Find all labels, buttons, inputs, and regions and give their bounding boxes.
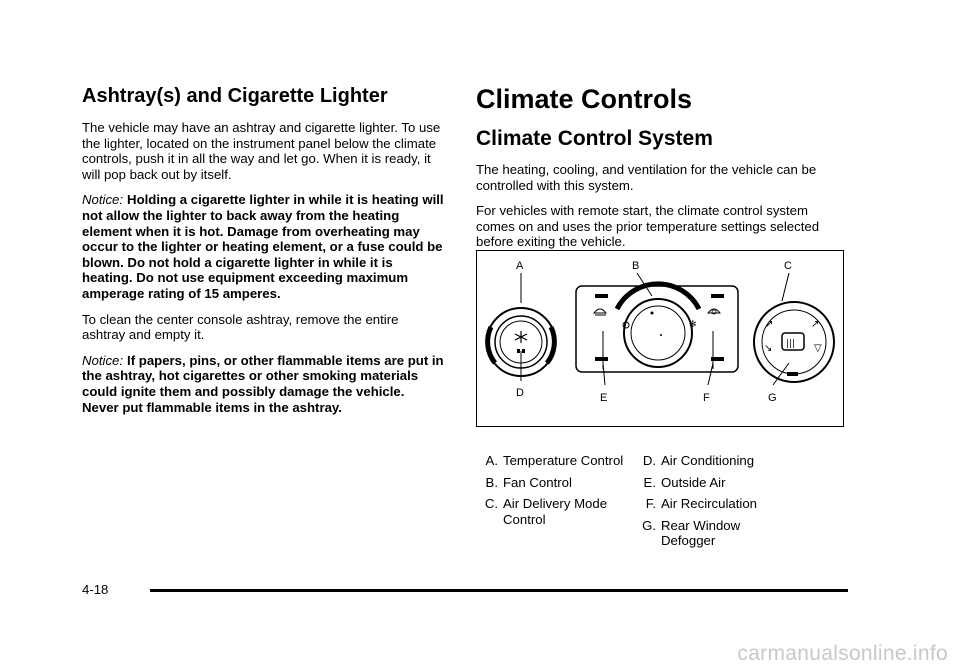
svg-text:✻: ✻ bbox=[689, 320, 697, 330]
svg-text:↗: ↗ bbox=[765, 319, 774, 330]
legend-key: C. bbox=[484, 496, 498, 512]
legend-key: G. bbox=[642, 517, 656, 533]
page-number: 4-18 bbox=[82, 582, 109, 597]
svg-text:↘: ↘ bbox=[764, 343, 773, 354]
section-title-climate-system: Climate Control System bbox=[476, 127, 713, 150]
ac-snowflake-icon bbox=[515, 331, 527, 343]
legend-text: Air Recirculation bbox=[661, 496, 758, 512]
legend-item bbox=[638, 453, 778, 469]
legend-text: Temperature Control bbox=[503, 453, 624, 468]
footer-rule bbox=[150, 589, 848, 592]
callout-e: E bbox=[600, 392, 608, 404]
legend-key: B. bbox=[485, 474, 498, 490]
notice-flammable bbox=[82, 353, 444, 415]
air-delivery-knob bbox=[754, 302, 834, 382]
legend-text: Air Conditioning bbox=[661, 453, 755, 468]
callout-g: G bbox=[768, 392, 777, 404]
callout-b: B bbox=[632, 260, 640, 272]
callout-d: D bbox=[516, 387, 524, 399]
climate-control-diagram bbox=[477, 251, 842, 425]
legend-right bbox=[638, 453, 778, 555]
callout-c: C bbox=[784, 260, 792, 272]
notice-text: Holding a cigarette lighter in while it is heating will not allow the lighter to back away from the heating element when it is hot. Damage from overheating may occur to the lighter or heating element, or a fuse could be blown. Do not hold a cigarette lighter in while it is heating. Do not use equipment exceeding maximum amperage rating of 15 amperes. bbox=[82, 192, 444, 301]
callout-a: A bbox=[516, 260, 524, 272]
recirculation-icon bbox=[708, 309, 720, 314]
svg-text:▽: ▽ bbox=[814, 343, 822, 354]
notice-lighter bbox=[82, 192, 444, 301]
climate-paragraph-2: For vehicles with remote start, the climate control system comes on and uses the prior temperature settings selected before exiting the vehicle. bbox=[476, 203, 820, 250]
svg-text:↗: ↗ bbox=[811, 319, 820, 330]
legend-text: Outside Air bbox=[661, 474, 726, 490]
callout-f: F bbox=[703, 392, 710, 404]
legend-item bbox=[480, 453, 630, 469]
notice-label: Notice: bbox=[82, 352, 124, 368]
fan-control-panel bbox=[576, 284, 738, 372]
climate-paragraph-1: The heating, cooling, and ventilation for the vehicle can be controlled with this system. bbox=[476, 162, 817, 193]
watermark-link[interactable]: carmanualsonline.info bbox=[737, 642, 948, 665]
legend-item bbox=[638, 475, 778, 491]
legend-item bbox=[638, 496, 778, 512]
svg-text:|||: ||| bbox=[786, 339, 796, 349]
ashtray-paragraph: The vehicle may have an ashtray and cigarette lighter. To use the lighter, located on the instrument panel below the climate controls, push it in all the way and let go. When it is ready, it will pop back out by itself. bbox=[82, 120, 441, 182]
callout-lines bbox=[521, 273, 789, 385]
legend-item bbox=[480, 475, 630, 491]
legend-key: D. bbox=[642, 453, 656, 468]
right-column bbox=[476, 84, 846, 260]
notice-label: Notice: bbox=[82, 192, 124, 208]
legend-text: Rear Window Defogger bbox=[661, 517, 741, 549]
legend-key: F. bbox=[645, 496, 656, 512]
notice-text: If papers, pins, or other flammable items are put in the ashtray, hot cigarettes or other smoking materials could ignite them and possibly damage the vehicle. Never put flammable items in the ashtray. bbox=[82, 352, 444, 415]
legend-item bbox=[480, 496, 630, 527]
legend-key: E. bbox=[643, 474, 656, 490]
left-column bbox=[82, 84, 444, 425]
legend-key: A. bbox=[485, 453, 498, 468]
clean-ashtray-paragraph: To clean the center console ashtray, remove the entire ashtray and empty it. bbox=[82, 311, 399, 343]
legend-text: Air Delivery Mode Control bbox=[503, 496, 608, 527]
legend-text: Fan Control bbox=[503, 474, 572, 490]
chapter-title: Climate Controls bbox=[476, 84, 693, 114]
legend-left bbox=[480, 453, 630, 533]
section-title-ashtray: Ashtray(s) and Cigarette Lighter bbox=[82, 85, 388, 107]
climate-control-figure bbox=[476, 250, 844, 427]
legend-item bbox=[638, 518, 778, 549]
outside-air-icon bbox=[594, 309, 606, 315]
